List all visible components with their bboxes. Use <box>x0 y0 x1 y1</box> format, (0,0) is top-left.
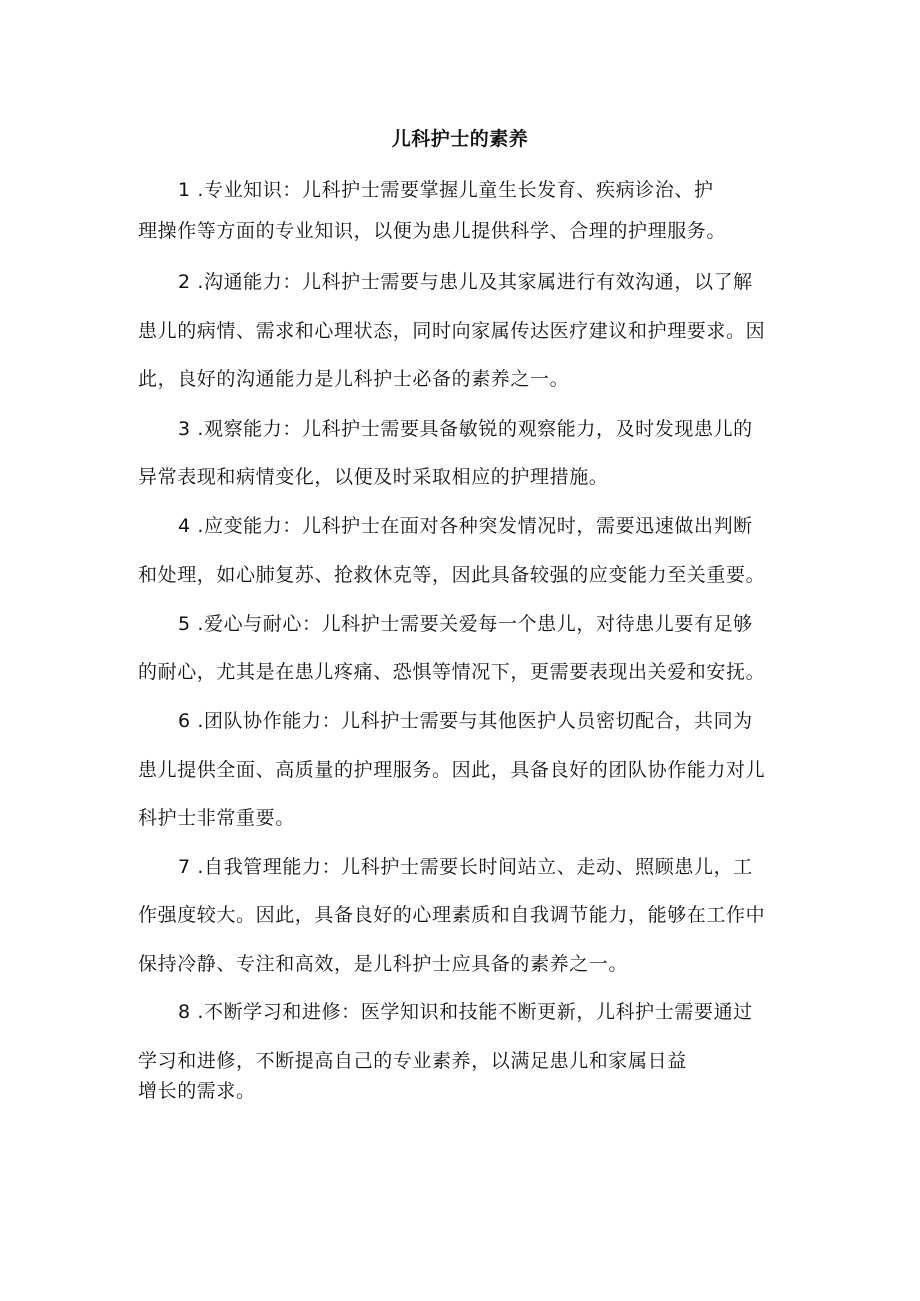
paragraph-5-line-1 <box>178 610 753 638</box>
paragraph-3-line-2: 异常表现和病情变化，以便及时采取相应的护理措施。 <box>138 466 609 488</box>
paragraph-7-line-3: 保持冷静、专注和高效，是儿科护士应具备的素养之一。 <box>138 953 629 975</box>
paragraph-number: 5 <box>178 613 191 635</box>
paragraph-text: .应变能力：儿科护士在面对各种突发情况时，需要迅速做出判断 <box>190 515 753 537</box>
paragraph-6-line-1 <box>178 707 753 735</box>
paragraph-number: 4 <box>178 515 191 537</box>
paragraph-8-line-2: 学习和进修，不断提高自己的专业素养，以满足患儿和家属日益 <box>138 1050 687 1072</box>
paragraph-number: 7 <box>178 856 191 878</box>
paragraph-1-line-2: 理操作等方面的专业知识，以便为患儿提供科学、合理的护理服务。 <box>138 220 727 242</box>
paragraph-2-line-3: 此，良好的沟通能力是儿科护士必备的素养之一。 <box>138 368 570 390</box>
paragraph-4-line-2: 和处理，如心肺复苏、抢救休克等，因此具备较强的应变能力至关重要。 <box>138 564 766 586</box>
paragraph-6-line-3: 科护士非常重要。 <box>138 807 295 829</box>
paragraph-text: .爱心与耐心：儿科护士需要关爱每一个患儿，对待患儿要有足够 <box>190 613 753 635</box>
paragraph-number: 6 <box>178 710 191 732</box>
paragraph-2-line-2: 患儿的病情、需求和心理状态，同时向家属传达医疗建议和护理要求。因 <box>138 320 766 342</box>
paragraph-text: .观察能力：儿科护士需要具备敏锐的观察能力，及时发现患儿的 <box>190 418 753 440</box>
paragraph-6-line-2: 患儿提供全面、高质量的护理服务。因此，具备良好的团队协作能力对儿 <box>138 759 766 781</box>
paragraph-7-line-1 <box>178 853 753 881</box>
paragraph-8-line-1 <box>178 998 753 1026</box>
paragraph-text: .团队协作能力：儿科护士需要与其他医护人员密切配合，共同为 <box>190 710 753 732</box>
paragraph-text: .沟通能力：儿科护士需要与患儿及其家属进行有效沟通，以了解 <box>190 271 753 293</box>
paragraph-4-line-1 <box>178 512 753 540</box>
paragraph-text: .专业知识：儿科护士需要掌握儿童生长发育、疾病诊治、护 <box>190 179 714 201</box>
paragraph-number: 8 <box>178 1001 191 1023</box>
paragraph-3-line-1 <box>178 415 753 443</box>
paragraph-7-line-2: 作强度较大。因此，具备良好的心理素质和自我调节能力，能够在工作中 <box>138 904 766 926</box>
paragraph-1-line-1 <box>178 176 714 204</box>
paragraph-5-line-2: 的耐心，尤其是在患儿疼痛、恐惧等情况下，更需要表现出关爱和安抚。 <box>138 661 766 683</box>
document-title: 儿科护士的素养 <box>391 128 529 150</box>
paragraph-number: 3 <box>178 418 191 440</box>
paragraph-2-line-1 <box>178 268 753 296</box>
paragraph-number: 1 <box>178 179 191 201</box>
paragraph-number: 2 <box>178 271 191 293</box>
paragraph-text: .不断学习和进修：医学知识和技能不断更新，儿科护士需要通过 <box>190 1001 753 1023</box>
paragraph-8-line-3: 增长的需求。 <box>138 1080 256 1102</box>
paragraph-text: .自我管理能力：儿科护士需要长时间站立、走动、照顾患儿，工 <box>190 856 753 878</box>
